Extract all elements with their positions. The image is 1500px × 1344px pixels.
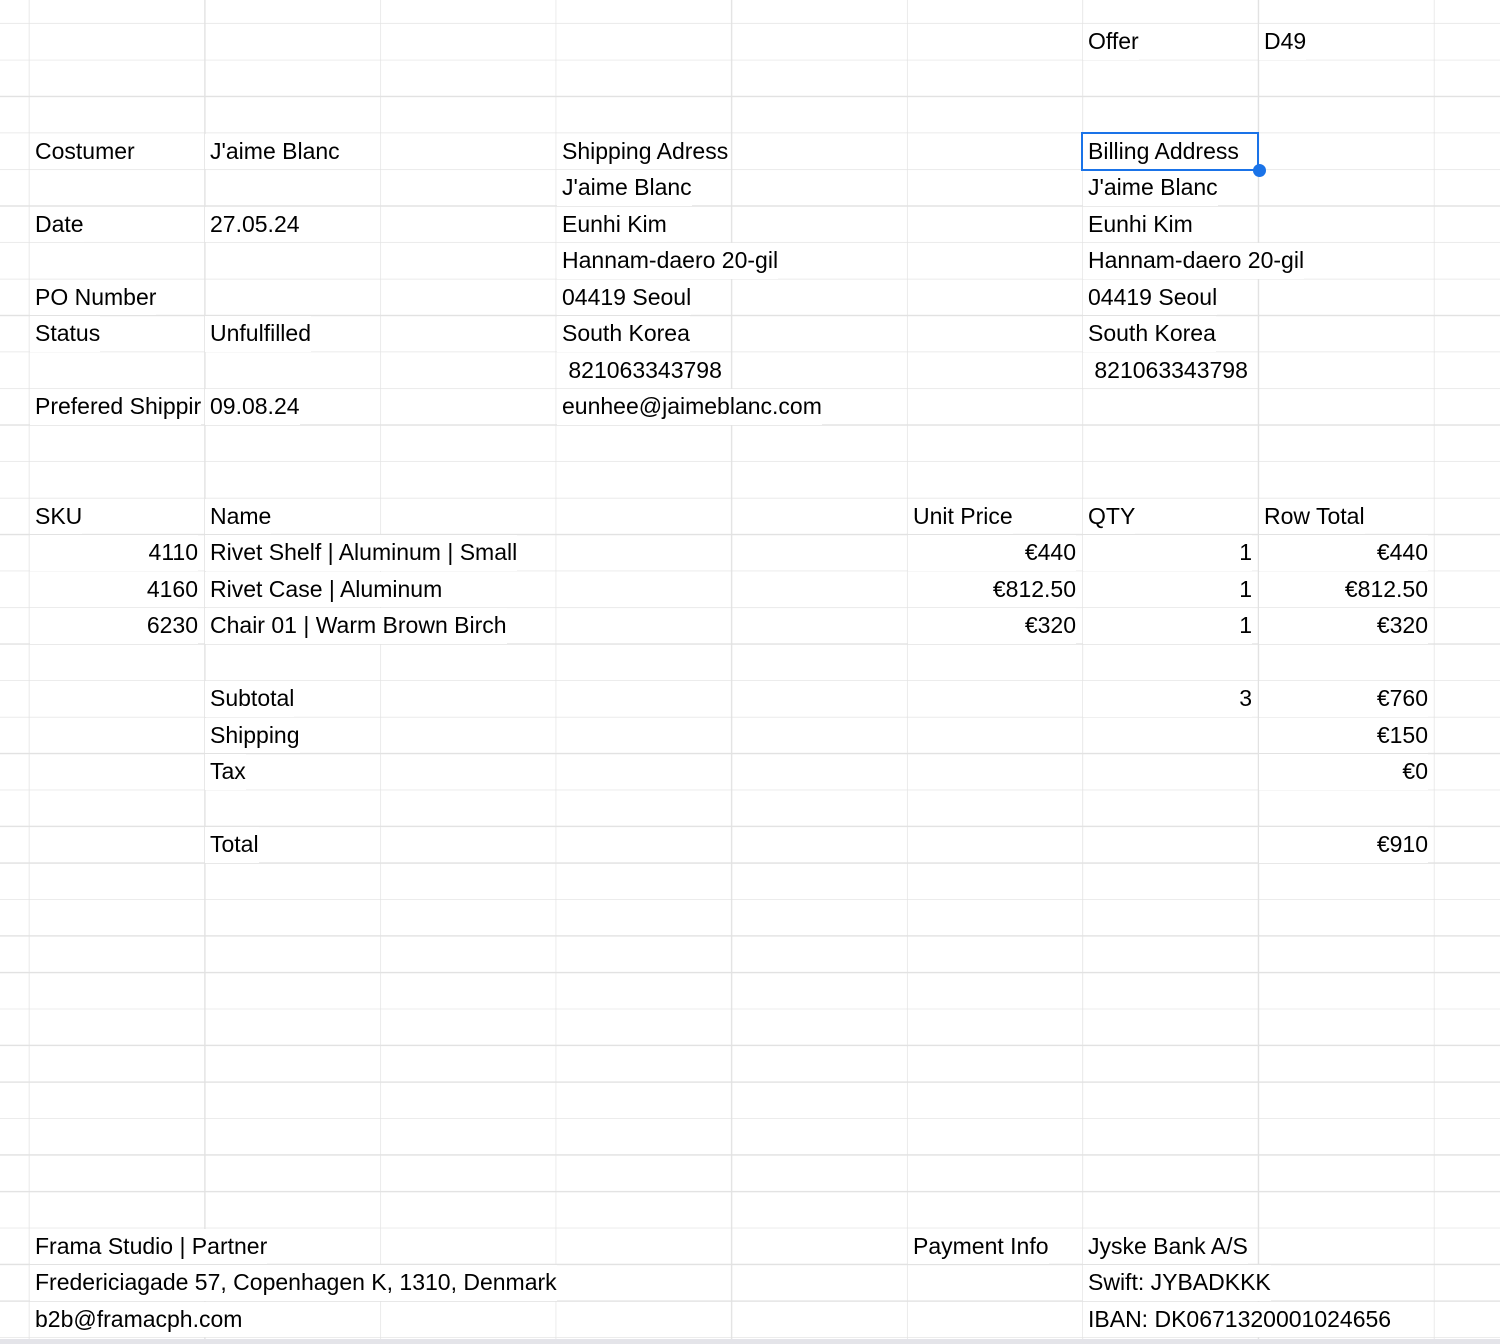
cell-bank-name[interactable]: Jyske Bank A/S (1083, 1229, 1248, 1265)
cell-payment-info-label[interactable]: Payment Info (908, 1229, 1049, 1265)
cell-item-name[interactable]: Rivet Shelf | Aluminum | Small (205, 535, 517, 571)
cell-tax-label[interactable]: Tax (205, 754, 246, 790)
cell-billing-line[interactable]: 04419 Seoul (1083, 280, 1217, 316)
cell-shipping-header[interactable]: Shipping Adress (557, 134, 728, 170)
cell-customer-label[interactable]: Costumer (30, 134, 135, 170)
cell-shipping-line[interactable]: 04419 Seoul (557, 280, 691, 316)
cell-date-value[interactable]: 27.05.24 (205, 207, 300, 243)
cell-shipping-line[interactable]: Hannam-daero 20-gil (557, 243, 778, 279)
cell-item-name[interactable]: Chair 01 | Warm Brown Birch (205, 608, 507, 644)
fill-handle[interactable] (1253, 164, 1266, 177)
cell-iban[interactable]: IBAN: DK0671320001024656 (1083, 1302, 1391, 1338)
cell-shipping-phone[interactable]: 821063343798 (557, 353, 722, 389)
cell-billing-line[interactable]: Eunhi Kim (1083, 207, 1193, 243)
cell-billing-line[interactable]: J'aime Blanc (1083, 170, 1218, 206)
cell-subtotal-value[interactable]: €760 (1259, 681, 1428, 717)
cell-header-sku[interactable]: SKU (30, 499, 82, 535)
horizontal-scrollbar-track[interactable] (0, 1339, 1500, 1344)
cell-subtotal-label[interactable]: Subtotal (205, 681, 294, 717)
cell-total-value[interactable]: €910 (1259, 827, 1428, 863)
cell-shipping-line[interactable]: South Korea (557, 316, 690, 352)
cell-offer-label[interactable]: Offer (1083, 24, 1139, 60)
cell-company-address[interactable]: Fredericiagade 57, Copenhagen K, 1310, Denmark (30, 1265, 557, 1301)
cell-item-unit-price[interactable]: €812.50 (908, 572, 1076, 608)
cell-tax-value[interactable]: €0 (1259, 754, 1428, 790)
cell-company-name[interactable]: Frama Studio | Partner (30, 1229, 267, 1265)
cell-header-name[interactable]: Name (205, 499, 271, 535)
cell-item-qty[interactable]: 1 (1083, 608, 1252, 644)
cell-shipping-cost-label[interactable]: Shipping (205, 718, 300, 754)
cell-total-label[interactable]: Total (205, 827, 259, 863)
cell-header-row-total[interactable]: Row Total (1259, 499, 1365, 535)
cell-pref-ship-label[interactable]: Prefered Shippir (30, 389, 201, 425)
cell-billing-header-selected[interactable]: Billing Address (1083, 134, 1239, 170)
cell-offer-number[interactable]: D49 (1259, 24, 1306, 60)
cell-shipping-line[interactable]: Eunhi Kim (557, 207, 667, 243)
cell-item-sku[interactable]: 4160 (30, 572, 198, 608)
cell-customer-name[interactable]: J'aime Blanc (205, 134, 340, 170)
cell-shipping-line[interactable]: J'aime Blanc (557, 170, 692, 206)
cell-header-unit-price[interactable]: Unit Price (908, 499, 1013, 535)
cell-subtotal-qty[interactable]: 3 (1083, 681, 1252, 717)
cell-pref-ship-date[interactable]: 09.08.24 (205, 389, 300, 425)
cell-billing-line[interactable]: Hannam-daero 20-gil (1083, 243, 1304, 279)
cell-item-sku[interactable]: 4110 (30, 535, 198, 571)
cell-item-unit-price[interactable]: €440 (908, 535, 1076, 571)
cell-swift[interactable]: Swift: JYBADKKK (1083, 1265, 1271, 1301)
cell-item-unit-price[interactable]: €320 (908, 608, 1076, 644)
cell-item-row-total[interactable]: €320 (1259, 608, 1428, 644)
cell-shipping-email[interactable]: eunhee@jaimeblanc.com (557, 389, 822, 425)
cell-status-value[interactable]: Unfulfilled (205, 316, 311, 352)
cell-billing-line[interactable]: South Korea (1083, 316, 1216, 352)
cell-item-sku[interactable]: 6230 (30, 608, 198, 644)
cell-shipping-cost-value[interactable]: €150 (1259, 718, 1428, 754)
cell-date-label[interactable]: Date (30, 207, 84, 243)
cell-header-qty[interactable]: QTY (1083, 499, 1135, 535)
cell-status-label[interactable]: Status (30, 316, 100, 352)
cell-item-qty[interactable]: 1 (1083, 535, 1252, 571)
cell-item-row-total[interactable]: €812.50 (1259, 572, 1428, 608)
cell-po-label[interactable]: PO Number (30, 280, 156, 316)
cell-item-row-total[interactable]: €440 (1259, 535, 1428, 571)
cell-company-email[interactable]: b2b@framacph.com (30, 1302, 242, 1338)
cell-item-name[interactable]: Rivet Case | Aluminum (205, 572, 442, 608)
cell-billing-phone[interactable]: 821063343798 (1083, 353, 1248, 389)
cell-item-qty[interactable]: 1 (1083, 572, 1252, 608)
